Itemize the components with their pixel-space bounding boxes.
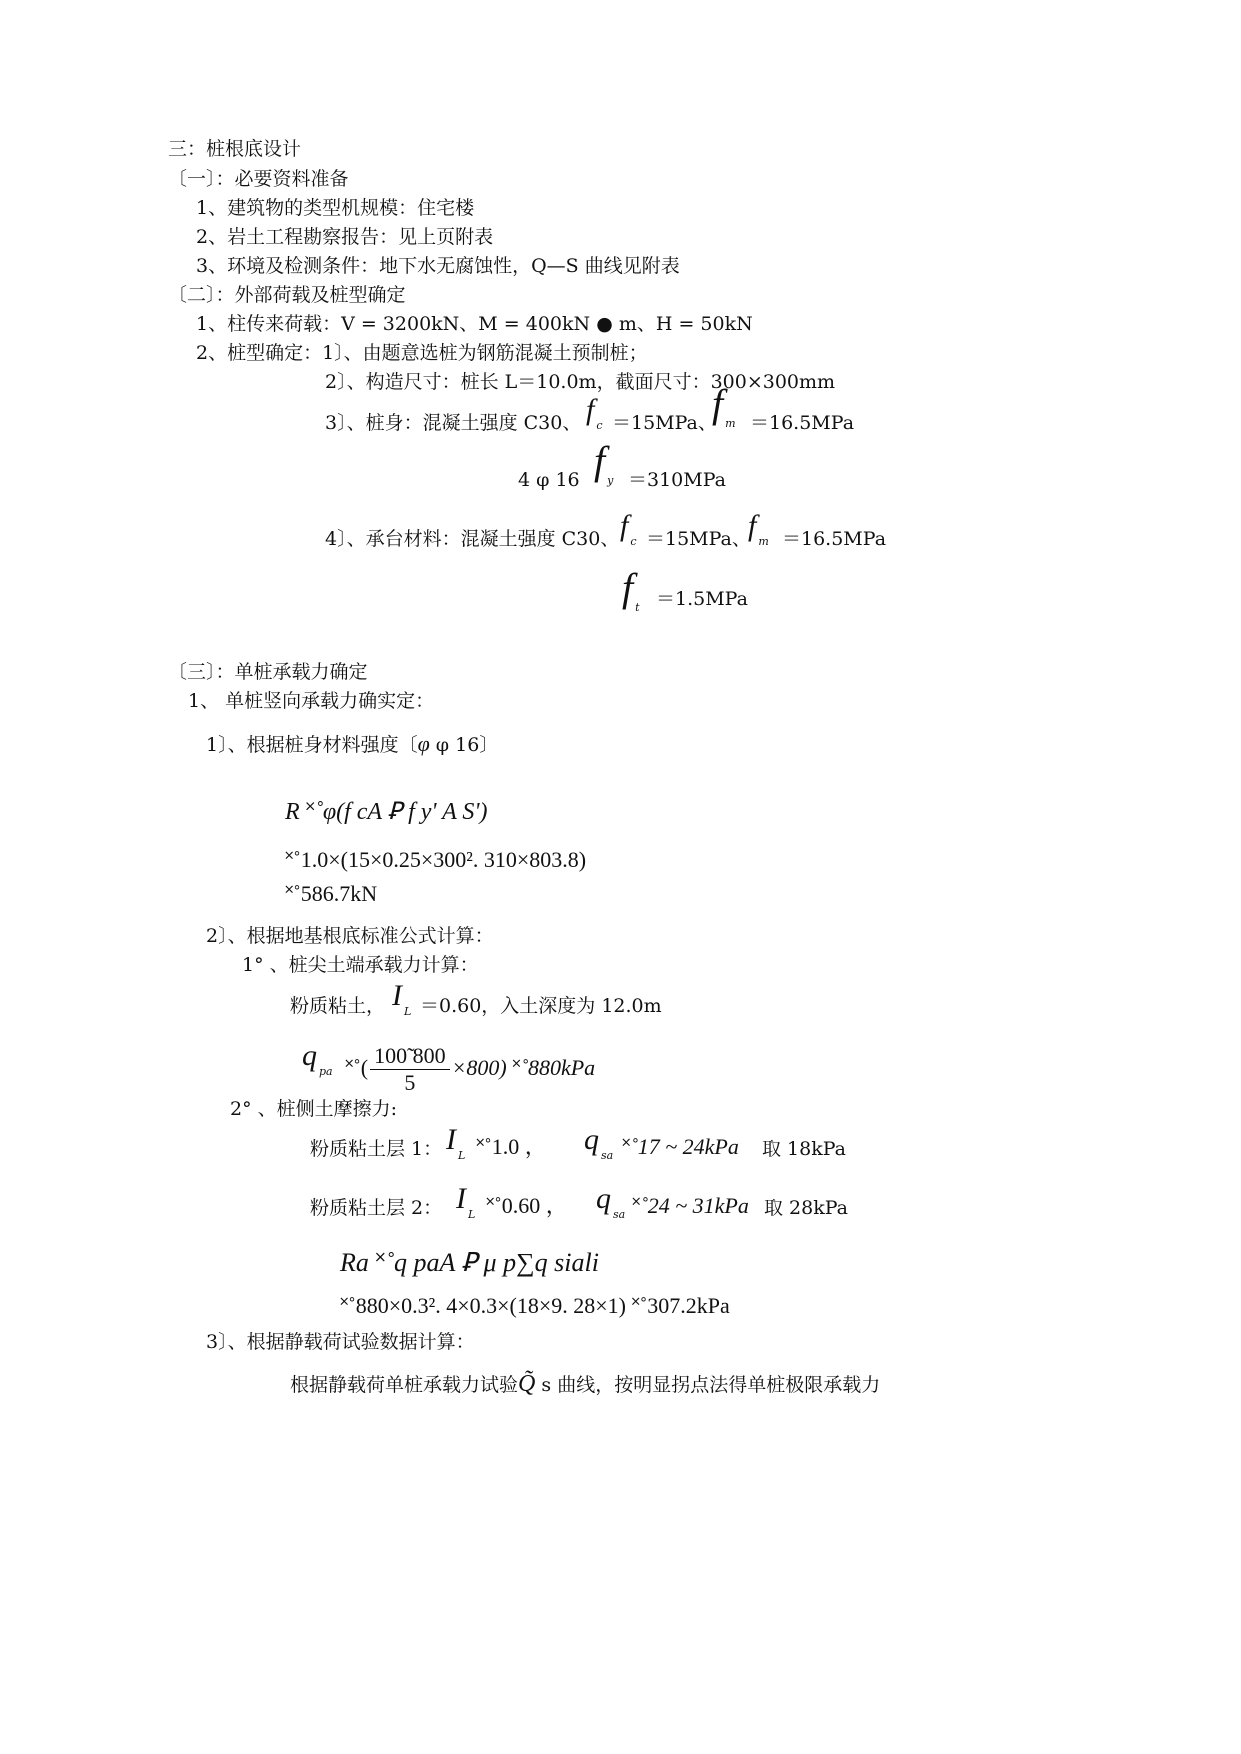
section-heading: 三：桩根底设计 — [168, 138, 302, 160]
il-symbol: I $_L$ — [392, 979, 412, 1018]
fm2-value: ＝16.5MPa — [782, 528, 887, 550]
fm2-symbol: f $_m$ — [748, 509, 769, 548]
method2-title: 2〕、根据地基根底标准公式计算： — [206, 925, 494, 947]
layer2-il-symbol: I $_L$ — [456, 1182, 476, 1221]
fm-symbol: f $_m$ — [712, 381, 736, 430]
layer1-qsa-value: ˟˚17 ~ 24kPa — [622, 1134, 739, 1159]
layer2-take: 取 28kPa — [764, 1197, 848, 1219]
cap-material-line: 4〕、承台材料：混凝土强度 C30、 — [325, 528, 620, 550]
method1-title: 1〕、根据桩身材料强度〔φ φ 16〕 — [206, 731, 499, 756]
sec3-title: 〔三〕：单桩承载力确定 — [168, 661, 368, 683]
ft-value: ＝1.5MPa — [656, 588, 748, 610]
load-line: 1、柱传来荷载：V = 3200kN、M = 400kN ● m、H = 50kN — [196, 313, 753, 335]
fm-value: ＝16.5MPa — [750, 412, 855, 434]
sec1-title: 〔一〕：必要资料准备 — [168, 168, 349, 190]
layer2-il-value: ˟˚0.60 ， — [486, 1193, 568, 1218]
pile-body-prefix: 3〕、桩身：混凝土强度 C30、 — [325, 412, 582, 434]
ft-symbol: f $_t$ — [622, 565, 640, 614]
layer2-qsa-symbol: q $_{sa}$ — [596, 1182, 626, 1221]
layer2-qsa-value: ˟˚24 ~ 31kPa — [632, 1193, 749, 1218]
eq1-line-3: ˟˚586.7kN — [285, 881, 378, 906]
fc-value: ＝15MPa、 — [612, 412, 717, 434]
fy-symbol: f $_y$ — [594, 438, 614, 487]
sec2-title: 〔二〕：外部荷载及桩型确定 — [168, 284, 406, 306]
pile-size-line: 2〕、构造尺寸：桩长 L＝10.0m，截面尺寸：300×300mm — [325, 371, 836, 393]
layer1-label: 粉质粘土层 1： — [310, 1138, 443, 1160]
layer1-il-symbol: I $_L$ — [446, 1123, 466, 1162]
ra-equation-line-2: ˟˚880×0.3². 4×0.3×(18×9. 28×1) ˟˚307.2kPa — [340, 1293, 730, 1318]
fy-value: ＝310MPa — [628, 469, 726, 491]
eq1-line-1: R ˟˚φ(f cA Ꝑ f y' A S') — [285, 799, 488, 825]
layer2-label: 粉质粘土层 2： — [310, 1197, 443, 1219]
pile-body-line — [325, 411, 581, 435]
ra-equation-line-1: Ra ˟˚q paA Ꝑ μ p∑q siali — [340, 1248, 599, 1277]
rebar-spec: 4 φ 16 — [518, 469, 580, 491]
layer1-qsa-symbol: q $_{sa}$ — [584, 1123, 614, 1162]
fc-symbol: f $_c$ — [586, 393, 603, 432]
sec3-item-1: 1、 单桩竖向承载力确实定： — [188, 690, 435, 712]
qpa-equation: ˟˚( $\frac{100̃ 800}{5}$ ×800) ˟˚880kPa — [345, 1043, 596, 1096]
sec1-item-3: 3、环境及检测条件：地下水无腐蚀性，Q—S 曲线见附表 — [196, 255, 680, 277]
point2-title: 2° 、桩侧土摩擦力: — [230, 1098, 398, 1120]
eq1-line-2: ˟˚1.0×(15×0.25×300². 310×803.8) — [285, 847, 587, 872]
layer1-il-value: ˟˚1.0 ， — [476, 1134, 547, 1159]
sec1-item-1: 1、建筑物的类型机规模：住宅楼 — [196, 197, 475, 219]
sec1-item-2: 2、岩土工程勘察报告：见上页附表 — [196, 226, 494, 248]
il-value: ＝0.60，入土深度为 12.0m — [420, 995, 662, 1017]
fc2-value: ＝15MPa、 — [646, 528, 751, 550]
qpa-fraction: $\frac{100̃ 800}{5}$ — [370, 1043, 450, 1096]
fc2-symbol: f $_c$ — [620, 509, 637, 548]
method3-title: 3〕、根据静载荷试验数据计算： — [206, 1331, 475, 1353]
layer1-take: 取 18kPa — [762, 1138, 846, 1160]
pile-type-line: 2、桩型确定：1〕、由题意选桩为钢筋混凝土预制桩； — [196, 342, 648, 364]
point1-title: 1° 、桩尖土端承载力计算： — [242, 954, 479, 976]
method3-text: 根据静载荷单桩承载力试验Q̃ s 曲线，按明显拐点法得单桩极限承载力 — [290, 1371, 881, 1397]
qpa-symbol: q $_{pa}$ — [302, 1039, 333, 1078]
tip-soil-line: 粉质粘土， — [290, 995, 386, 1017]
